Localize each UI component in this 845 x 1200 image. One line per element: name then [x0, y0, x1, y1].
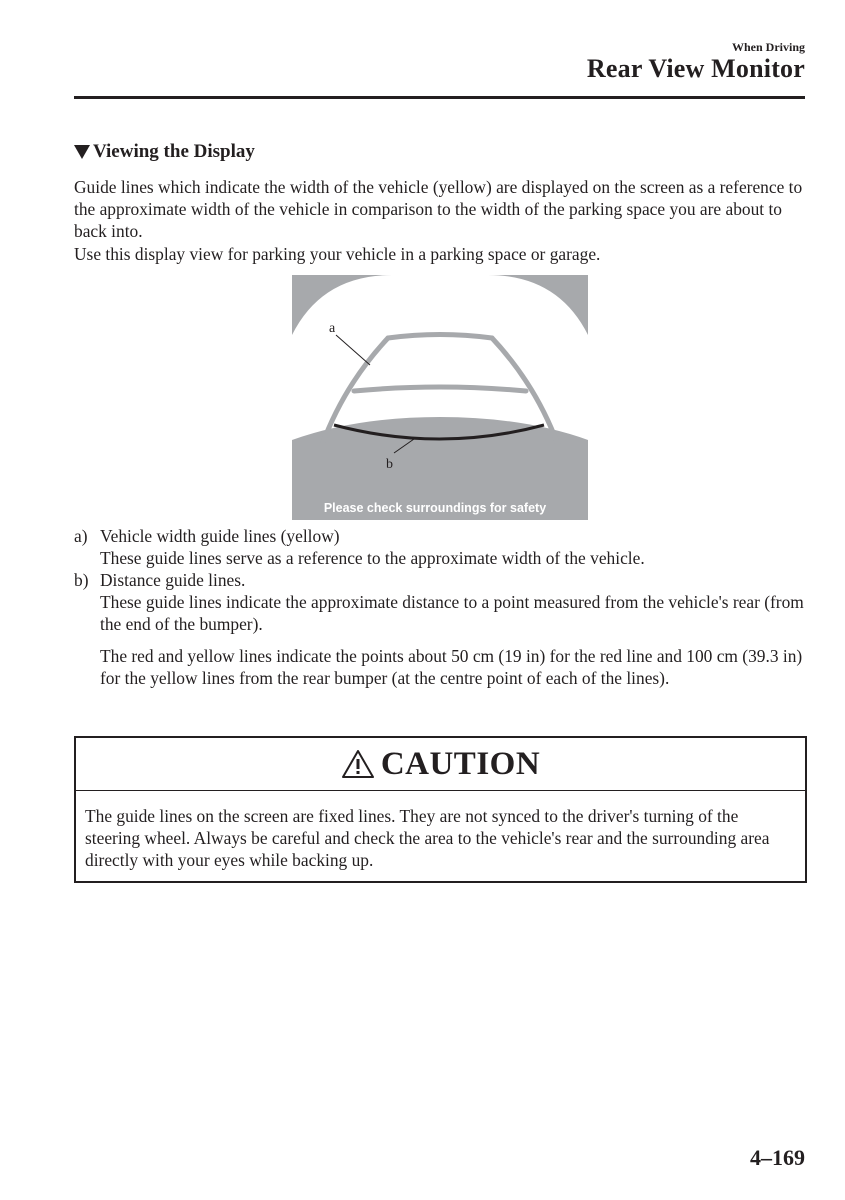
intro-paragraph: Guide lines which indicate the width of the vehicle (yellow) are displayed on the screen as a reference to the approximate width of the vehicle in comparison to the width of the parking space you are about to back into.: [74, 177, 803, 241]
legend-description: These guide lines serve as a reference to the approximate width of the vehicle.: [100, 548, 645, 568]
caution-title: CAUTION: [380, 745, 541, 782]
safety-banner: Please check surroundings for safety: [323, 501, 547, 515]
distance-note: The red and yellow lines indicate the points about 50 cm (19 in) for the red line and 100 cm (39.3 in) for the yellow lines from the rear bumper (at the centre point of each of the lines).: [100, 646, 803, 688]
rear-view-display-figure: [292, 275, 588, 520]
running-header-section: When Driving: [731, 40, 805, 54]
callout-legend: [74, 525, 809, 689]
legend-key: a): [74, 526, 88, 546]
callout-a-label: a: [329, 321, 336, 336]
section-heading-text: Viewing the Display: [93, 141, 255, 162]
warning-triangle-icon: [341, 749, 375, 779]
usage-paragraph: Use this display view for parking your vehicle in a parking space or garage.: [74, 244, 601, 264]
caution-box: [74, 736, 807, 883]
page-number: 4–169: [750, 1145, 805, 1170]
legend-item-b: [74, 569, 809, 591]
caution-body: The guide lines on the screen are fixed lines. They are not synced to the driver's turning of the steering wheel. Always be careful and check the area to the vehicle's rear and the surrounding area directly with your eyes while backing up.: [85, 806, 770, 870]
legend-title: Vehicle width guide lines (yellow): [100, 526, 340, 546]
page-title: Rear View Monitor: [586, 54, 805, 83]
legend-description: These guide lines indicate the approximate distance to a point measured from the vehicle's rear (from the end of the bumper).: [100, 592, 804, 634]
legend-title: Distance guide lines.: [100, 570, 246, 590]
callout-b-label: b: [386, 457, 393, 472]
legend-key: b): [74, 570, 89, 590]
legend-item-a: [74, 525, 809, 547]
header-divider: [74, 96, 805, 99]
triangle-bullet-icon: [74, 145, 90, 159]
section-heading: [74, 141, 255, 163]
caution-header: [76, 738, 805, 791]
